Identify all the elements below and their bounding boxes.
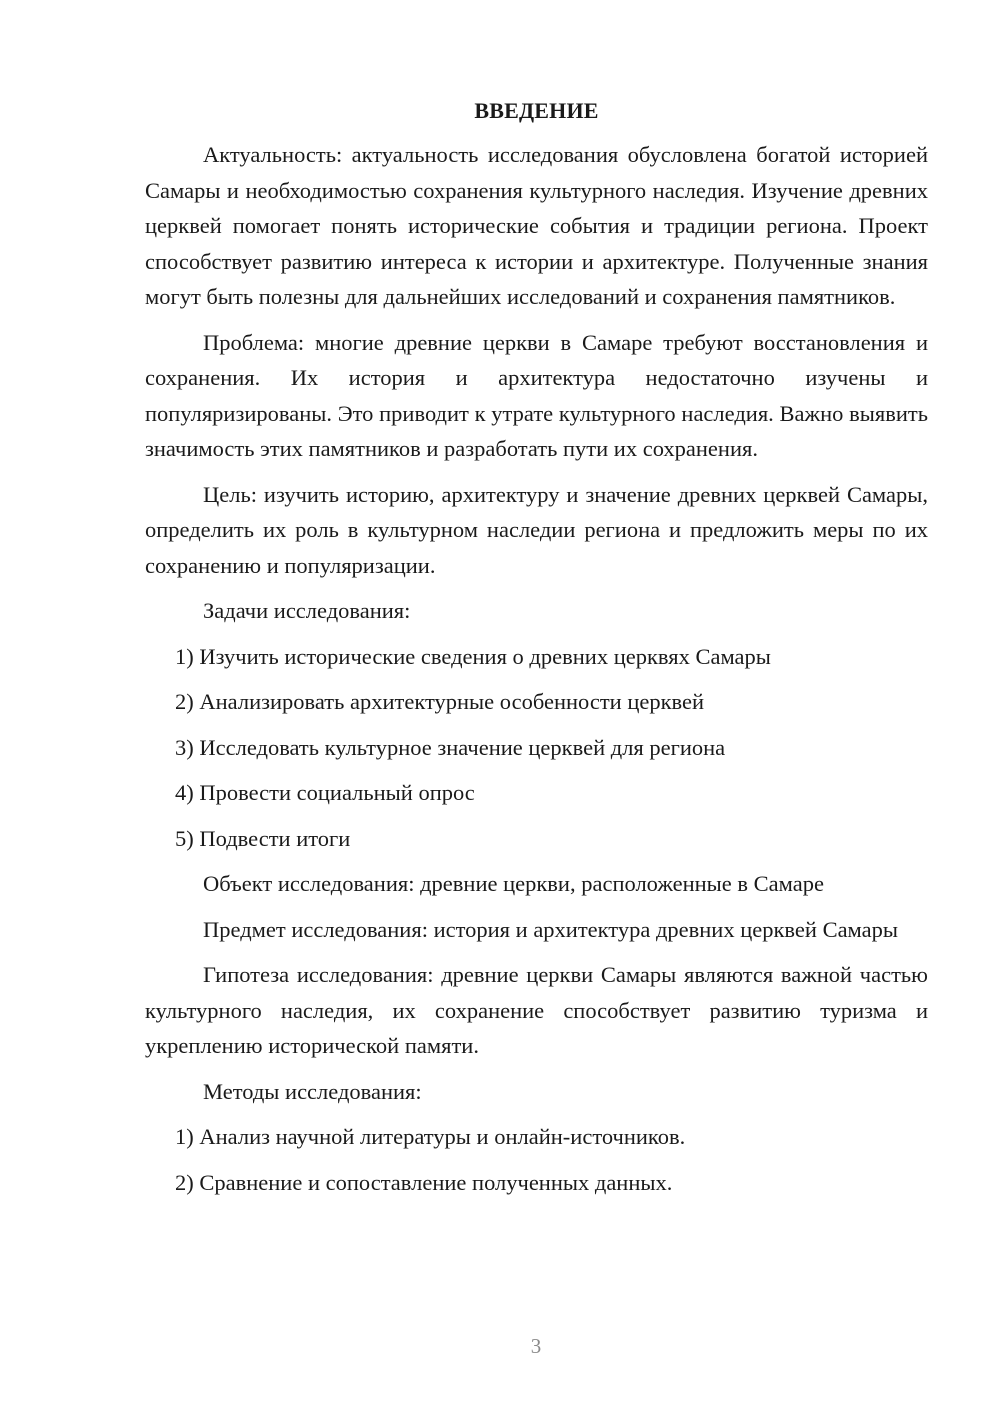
method-item: 1) Анализ научной литературы и онлайн-источников.: [175, 1124, 686, 1149]
document-body: [145, 96, 928, 1210]
problem-paragraph: Проблема: многие древние церкви в Самаре требуют восстановления и сохранения. Их история и архитектура недостаточно изучены и популяризированы. Это приводит к утрате культурного наследия. Важно выявить значимость этих памятников и разработать пути их сохранения.: [145, 329, 928, 461]
subject-paragraph: Предмет исследования: история и архитектура древних церквей Самары: [203, 916, 898, 942]
methods-heading: Методы исследования:: [203, 1078, 422, 1104]
relevance-paragraph: Актуальность: актуальность исследования обусловлена богатой историей Самары и необходимостью сохранения культурного наследия. Изучение древних церквей помогает понять исторические события и традиции региона. Проект способствует развитию интереса к истории и архитектуре. Полученные знания могут быть полезны для дальнейших исследований и сохранения памятников.: [145, 142, 928, 309]
task-item: 3) Исследовать культурное значение церквей для региона: [175, 734, 726, 760]
object-line: Объект исследования: древние церкви, расположенные в Самаре: [203, 871, 824, 896]
section-title: ВВЕДЕНИЕ: [474, 98, 599, 123]
tasks-heading: Задачи исследования:: [203, 598, 411, 623]
task-item: 5) Подвести итоги: [175, 825, 351, 851]
task-item: 1) Изучить исторические сведения о древних церквях Самары: [175, 643, 771, 669]
task-item: 4) Провести социальный опрос: [175, 780, 475, 805]
goal-paragraph: Цель: изучить историю, архитектуру и значение древних церквей Самары, определить их роль в культурном наследии региона и предложить меры по их сохранению и популяризации.: [145, 481, 928, 578]
method-item: 2) Сравнение и сопоставление полученных данных.: [175, 1169, 673, 1195]
task-item: 2) Анализировать архитектурные особенности церквей: [175, 689, 705, 714]
page-number: 3: [530, 1334, 542, 1358]
hypothesis-paragraph: Гипотеза исследования: древние церкви Самары являются важной частью культурного наследия, их сохранение способствует развитию туризма и укреплению исторической памяти.: [145, 962, 928, 1058]
